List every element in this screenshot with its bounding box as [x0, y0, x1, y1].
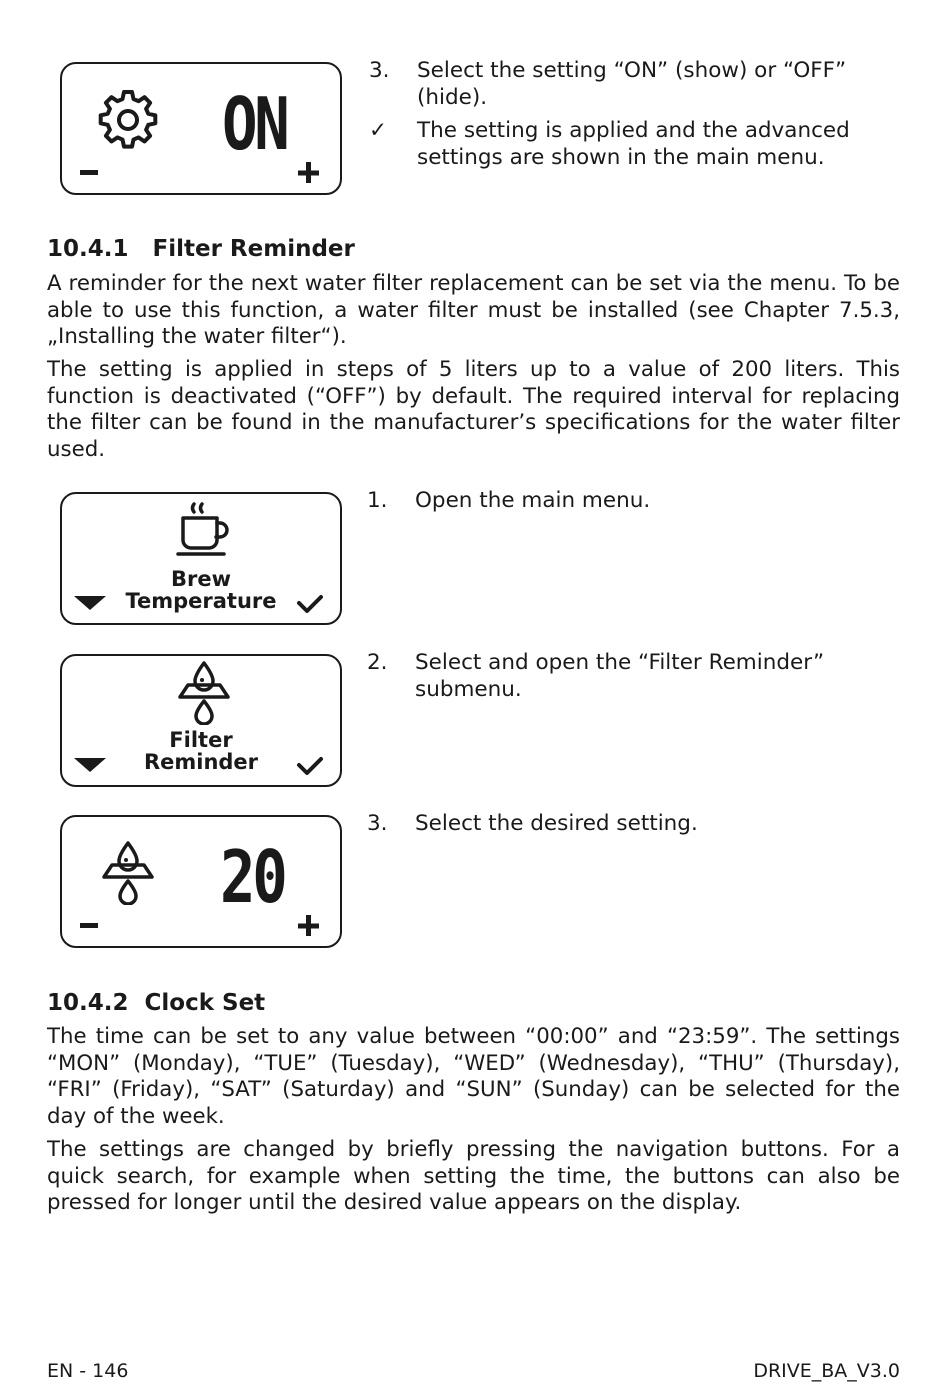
step-number: 3. [369, 58, 390, 83]
menu-label-line: Filter [169, 728, 233, 752]
setting-value: 20 [220, 835, 285, 919]
step-number: 3. [367, 811, 388, 836]
section-heading: 10.4.2 Clock Set [47, 990, 266, 1016]
paragraph: The time can be set to any value between “00:00” and “23:59”. The settings “MON” (Monday), “TUE” (Tuesday), “WED” (Wednesday), “THU” (Thursday), “FRI” (Friday), “SAT” (Saturday) and “SUN” (Sunday) can be selected for the day of the week. [47, 1024, 900, 1129]
menu-label-line: Brew [170, 567, 231, 591]
triangle-down-icon [74, 758, 106, 774]
step-text: Open the main menu. [415, 488, 651, 513]
step-text: Select the setting “ON” (show) or “OFF” (hide). [417, 58, 847, 110]
water-filter-icon [172, 659, 236, 725]
step-text: The setting is applied and the advanced settings are shown in the main menu. [417, 118, 850, 170]
setting-value: ON [222, 82, 287, 166]
coffee-cup-icon [170, 502, 234, 562]
document-id: DRIVE_BA_V3.0 [753, 1360, 900, 1382]
paragraph: The setting is applied in steps of 5 liters up to a value of 200 liters. This function is deactivated (“OFF”) by default. The required interval for replacing the filter can be found in the manufacturer’s specifications for the water filter used. [47, 357, 900, 462]
minus-icon [80, 170, 100, 176]
menu-label-line: Reminder [143, 750, 259, 774]
water-filter-icon [96, 839, 160, 905]
plus-icon [298, 915, 320, 937]
page-number: EN - 146 [47, 1360, 129, 1382]
triangle-down-icon [74, 596, 106, 612]
section-heading: 10.4.1 Filter Reminder [47, 236, 355, 262]
display-filter-reminder [60, 654, 342, 787]
step-text: Select the desired setting. [415, 811, 698, 836]
menu-label-line: Temperature [125, 589, 277, 613]
result-checkmark: ✓ [369, 118, 388, 143]
checkmark-icon [296, 593, 324, 615]
display-brew-temperature [60, 492, 342, 625]
plus-icon [298, 162, 320, 184]
checkmark-icon [296, 755, 324, 777]
paragraph: The settings are changed by briefly pressing the navigation buttons. For a quick search, for example when setting the time, the buttons can also be pressed for longer until the desired value appears on the display. [47, 1137, 900, 1215]
step-number: 2. [367, 650, 388, 675]
step-number: 1. [367, 488, 388, 513]
paragraph: A reminder for the next water filter replacement can be set via the menu. To be able to use this function, a water filter must be installed (see Chapter 7.5.3, „Installing the water filter“). [47, 271, 900, 349]
display-setting-on [60, 62, 342, 195]
gear-icon [96, 88, 160, 152]
display-filter-value [60, 815, 342, 948]
minus-icon [80, 923, 100, 929]
step-text: Select and open the “Filter Reminder” submenu. [415, 650, 825, 702]
